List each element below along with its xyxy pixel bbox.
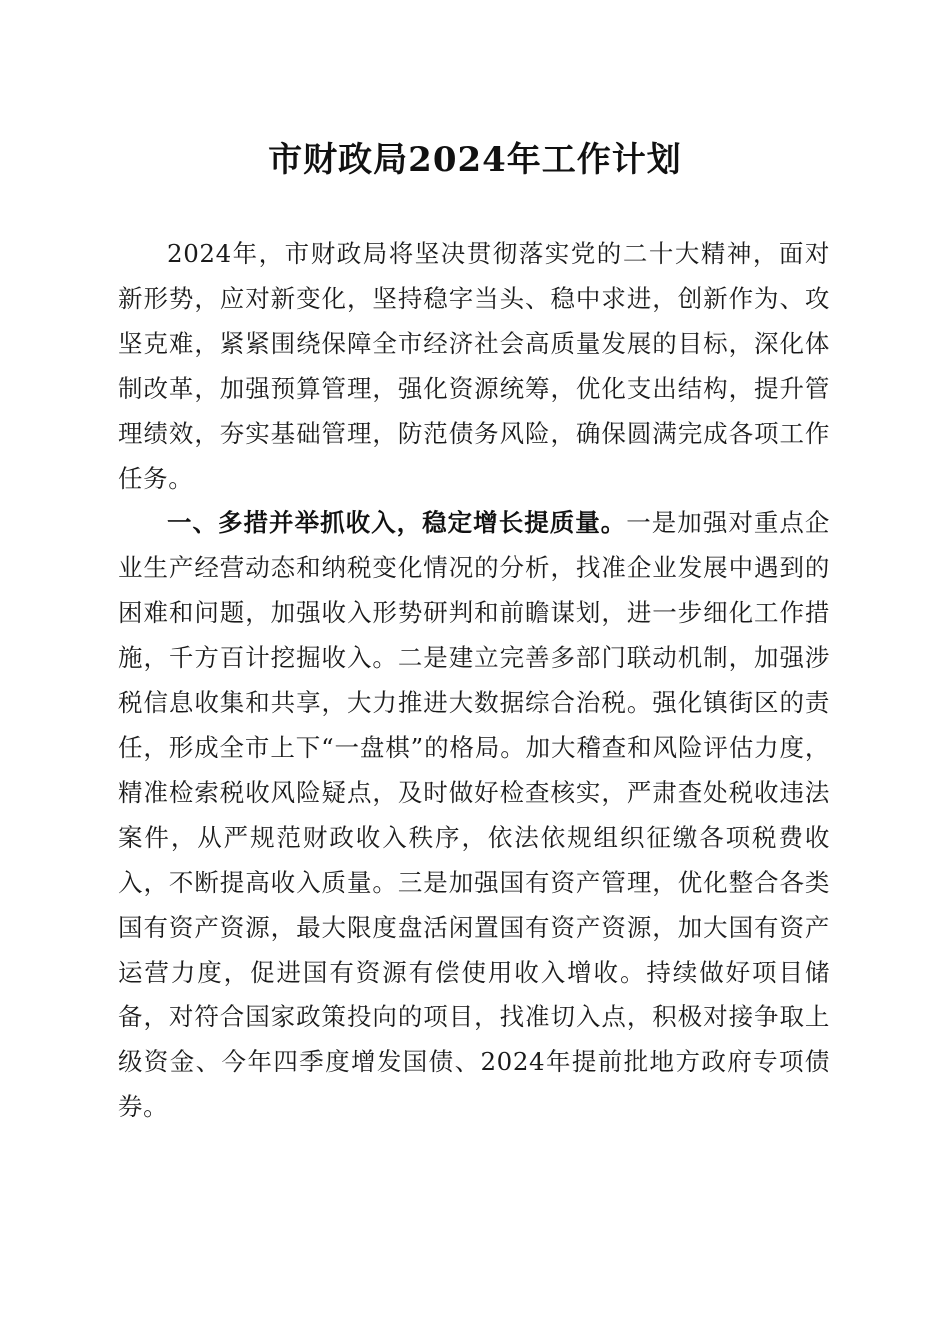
- section-1-heading: 一、多措并举抓收入，稳定增长提质量。: [167, 508, 627, 538]
- section-1-paragraph: [118, 501, 830, 1130]
- document-body: [118, 232, 830, 1130]
- intro-paragraph: 2024年，市财政局将坚决贯彻落实党的二十大精神，面对新形势，应对新变化，坚持稳字当头、稳中求进，创新作为、攻坚克难，紧紧围绕保障全市经济社会高质量发展的目标，深化体制改革，加强预算管理，强化资源统筹，优化支出结构，提升管理绩效，夯实基础管理，防范债务风险，确保圆满完成各项工作任务。: [118, 239, 830, 493]
- section-1-body: 一是加强对重点企业生产经营动态和纳税变化情况的分析，找准企业发展中遇到的困难和问题，加强收入形势研判和前瞻谋划，进一步细化工作措施，千方百计挖掘收入。二是建立完善多部门联动机制，加强涉税信息收集和共享，大力推进大数据综合治税。强化镇街区的责任，形成全市上下“一盘棋”的格局。加大稽查和风险评估力度，精准检索税收风险疑点，及时做好检查核实，严肃查处税收违法案件，从严规范财政收入秩序，依法依规组织征缴各项税费收入，不断提高收入质量。三是加强国有资产管理，优化整合各类国有资产资源，最大限度盘活闲置国有资产资源，加大国有资产运营力度，促进国有资源有偿使用收入增收。持续做好项目储备，对符合国家政策投向的项目，找准切入点，积极对接争取上级资金、今年四季度增发国债、2024年提前批地方政府专项债券。: [118, 508, 830, 1122]
- document-title: 市财政局2024年工作计划: [268, 140, 682, 180]
